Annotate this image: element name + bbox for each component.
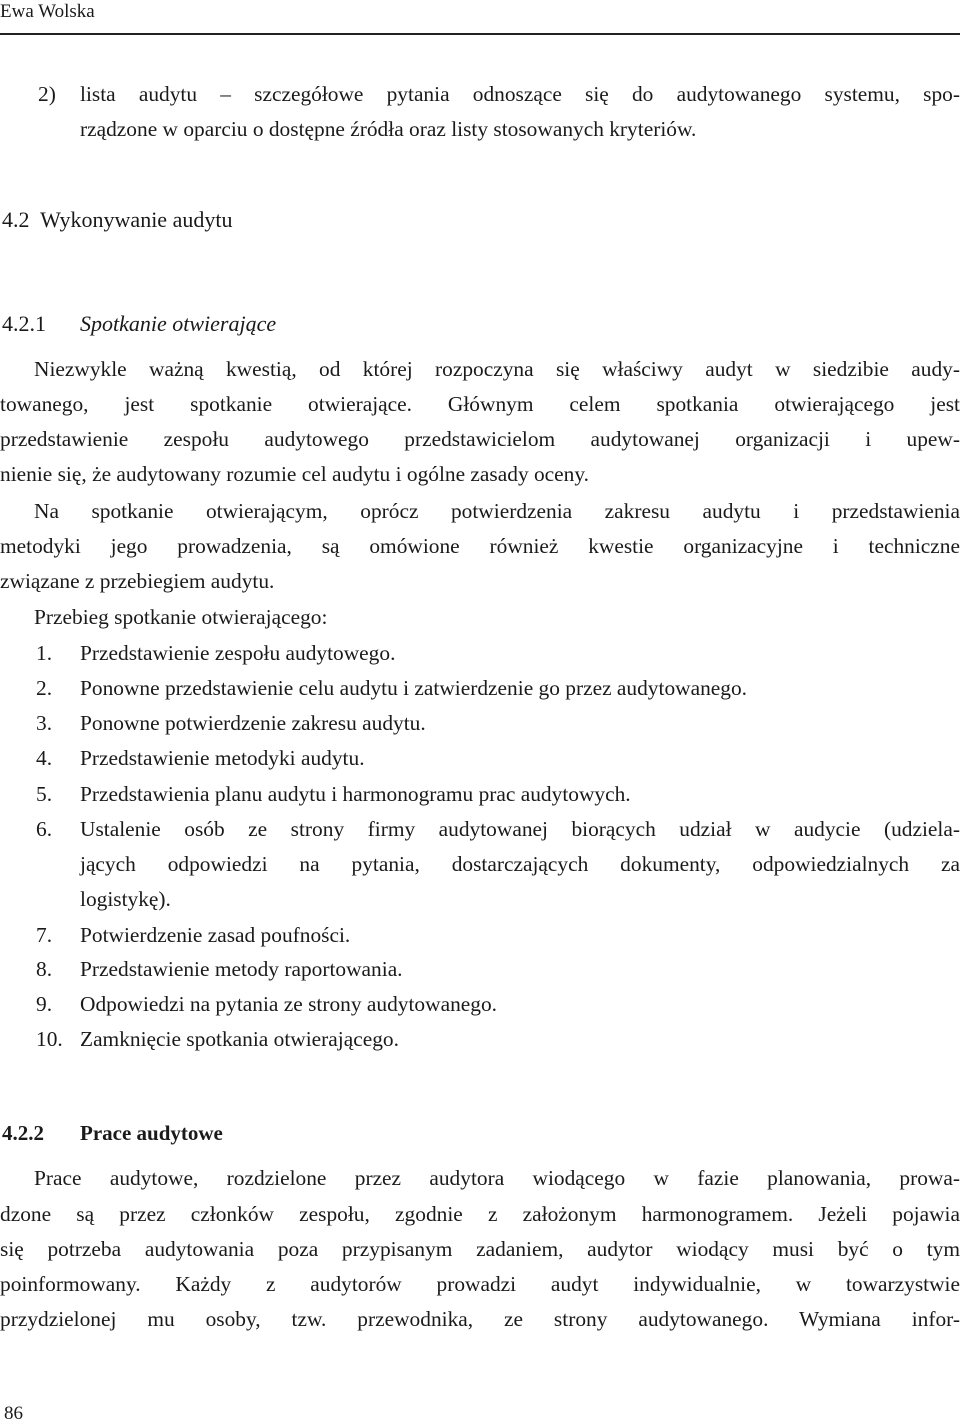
agenda-item xyxy=(0,706,960,740)
paragraph-line: Na spotkanie otwierającym, oprócz potwierdzenia zakresu audytu i przedstawienia xyxy=(34,499,960,523)
agenda-item xyxy=(0,777,960,811)
paragraph-line: towanego, jest spotkanie otwierające. Głównym celem spotkania otwierającego jest xyxy=(0,392,960,416)
section-title: Spotkanie otwierające xyxy=(80,311,277,336)
agenda-item-number: 4. xyxy=(36,746,53,770)
list-item-2-line-1 xyxy=(0,77,960,111)
agenda-item-number: 2. xyxy=(36,676,53,700)
agenda-item-number: 8. xyxy=(36,957,53,981)
agenda-item-number: 5. xyxy=(36,782,53,806)
agenda-item-number: 10. xyxy=(36,1027,63,1051)
agenda-item-text: Przedstawienie zespołu audytowego. xyxy=(80,641,396,665)
agenda-item-text: Przedstawienia planu audytu i harmonogramu prac audytowych. xyxy=(80,782,631,806)
agenda-item xyxy=(0,812,960,846)
page-number: 86 xyxy=(4,1403,23,1424)
agenda-item-text: Zamknięcie spotkania otwierającego. xyxy=(80,1027,399,1051)
agenda-item-number: 6. xyxy=(36,817,53,841)
agenda-item-text: logistykę). xyxy=(80,887,171,911)
agenda-title: Przebieg spotkanie otwierającego: xyxy=(34,605,328,629)
agenda-item-text: jących odpowiedzi na pytania, dostarczających dokumenty, odpowiedzialnych za xyxy=(80,852,960,876)
paragraph-line: przydzielonej mu osoby, tzw. przewodnika, ze strony audytowanego. Wymiana infor- xyxy=(0,1307,960,1331)
agenda-item-text: Ponowne potwierdzenie zakresu audytu. xyxy=(80,711,426,735)
agenda-item-continuation xyxy=(0,882,960,916)
paragraph-line: przedstawienie zespołu audytowego przedstawicielom audytowanej organizacji i upew- xyxy=(0,427,960,451)
agenda-item-text: Przedstawienie metodyki audytu. xyxy=(80,746,365,770)
section-number: 4.2.1 xyxy=(2,311,46,336)
agenda-item-text: Odpowiedzi na pytania ze strony audytowanego. xyxy=(80,992,497,1016)
paragraph-line: Prace audytowe, rozdzielone przez audytora wiodącego w fazie planowania, prowa- xyxy=(34,1166,960,1190)
agenda-item-text: Przedstawienie metody raportowania. xyxy=(80,957,403,981)
paragraph-line: związane z przebiegiem audytu. xyxy=(0,569,275,593)
paragraph-line: dzone są przez członków zespołu, zgodnie z założonym harmonogramem. Jeżeli pojawia xyxy=(0,1202,960,1226)
agenda-item xyxy=(0,1022,960,1056)
agenda-item-number: 3. xyxy=(36,711,53,735)
section-heading-4-2: 4.2 Wykonywanie audytu xyxy=(2,207,233,232)
agenda-item-text: Potwierdzenie zasad poufności. xyxy=(80,923,351,947)
list-item-number: 2) xyxy=(38,82,56,106)
agenda-item-number: 7. xyxy=(36,923,53,947)
paragraph-line: poinformowany. Każdy z audytorów prowadzi audyt indywidualnie, w towarzystwie xyxy=(0,1272,960,1296)
paragraph-line: metodyki jego prowadzenia, są omówione również kwestie organizacyjne i techniczne xyxy=(0,534,960,558)
section-title: Prace audytowe xyxy=(80,1121,223,1145)
agenda-item xyxy=(0,671,960,705)
agenda-item-number: 1. xyxy=(36,641,53,665)
agenda-item-text: Ustalenie osób ze strony firmy audytowanej biorących udział w audycie (udziela- xyxy=(80,817,960,841)
section-heading-4-2-1 xyxy=(0,307,960,341)
section-number: 4.2.2 xyxy=(2,1121,44,1145)
list-item-2-line-2 xyxy=(0,112,960,146)
list-item-text: rządzone w oparciu o dostępne źródła oraz listy stosowanych kryteriów. xyxy=(80,117,697,141)
header-rule xyxy=(0,33,960,35)
list-item-text: lista audytu – szczegółowe pytania odnoszące się do audytowanego systemu, spo- xyxy=(80,82,960,106)
agenda-item xyxy=(0,636,960,670)
agenda-item-text: Ponowne przedstawienie celu audytu i zatwierdzenie go przez audytowanego. xyxy=(80,676,748,700)
section-heading-4-2-2 xyxy=(0,1116,960,1150)
agenda-item xyxy=(0,741,960,775)
agenda-item-continuation xyxy=(0,847,960,881)
agenda-item xyxy=(0,952,960,986)
agenda-item xyxy=(0,987,960,1021)
agenda-item-number: 9. xyxy=(36,992,53,1016)
agenda-item xyxy=(0,918,960,952)
running-header-author: Ewa Wolska xyxy=(0,1,95,22)
paragraph-line: Niezwykle ważną kwestią, od której rozpoczyna się właściwy audyt w siedzibie audy- xyxy=(34,357,960,381)
paragraph-line: nienie się, że audytowany rozumie cel audytu i ogólne zasady oceny. xyxy=(0,462,590,486)
paragraph-line: się potrzeba audytowania poza przypisanym zadaniem, audytor wiodący musi być o tym xyxy=(0,1237,960,1261)
